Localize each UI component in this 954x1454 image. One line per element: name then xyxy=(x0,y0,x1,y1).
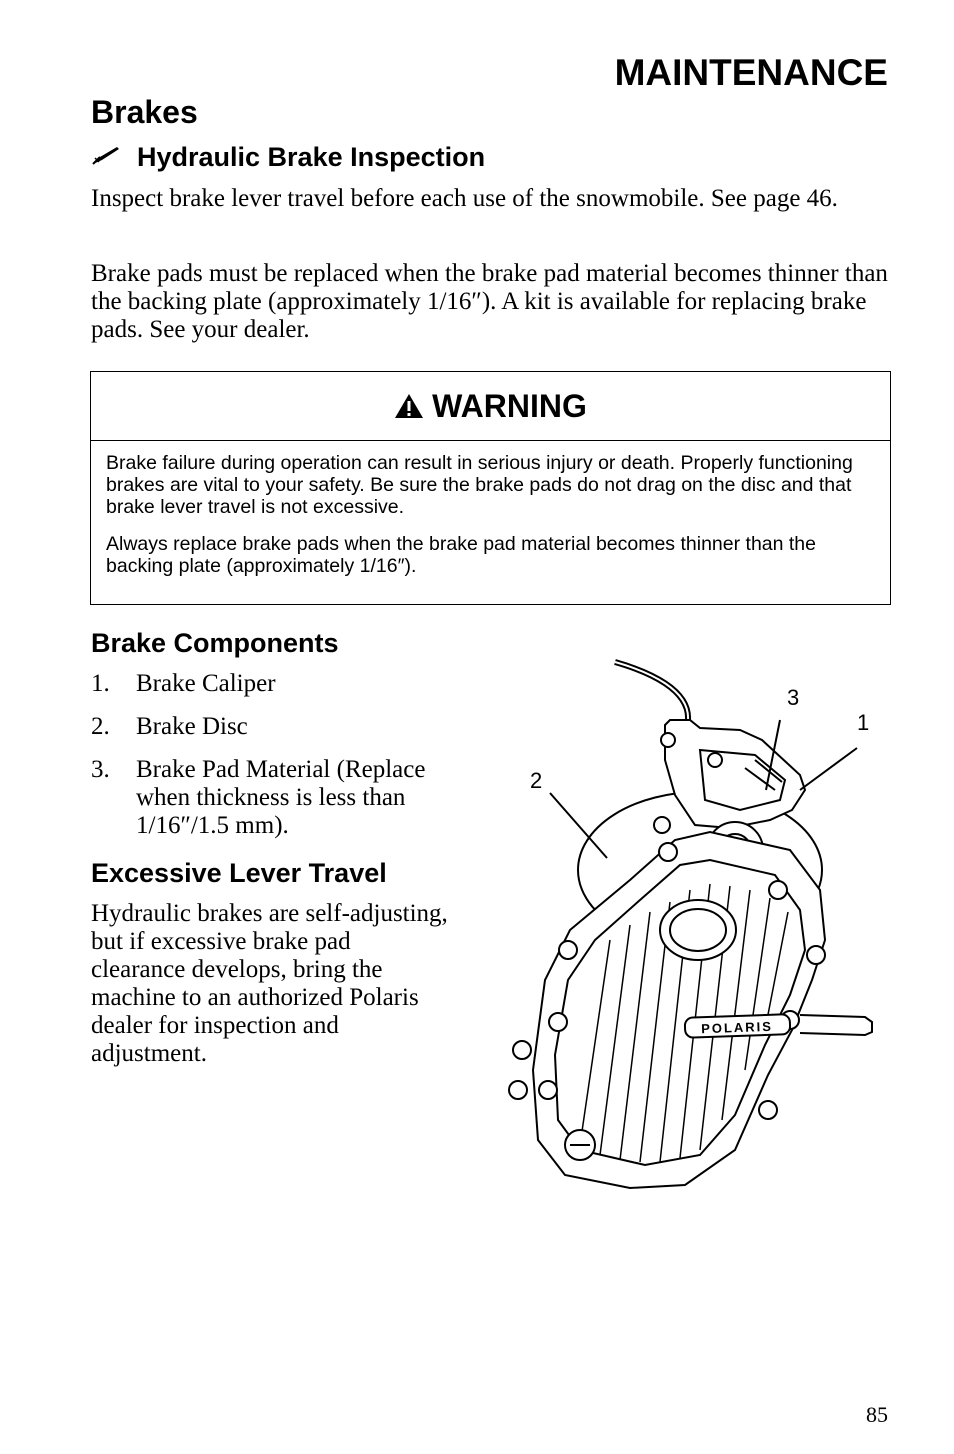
brake-caliper-shape xyxy=(665,720,805,828)
components-list xyxy=(91,670,451,855)
warning-box xyxy=(90,371,891,605)
pen-icon xyxy=(91,142,121,173)
hydraulic-para-1: Inspect brake lever travel before each use of the snowmobile. See page 46. xyxy=(91,185,838,212)
list-item xyxy=(91,713,451,741)
callout-3: 3 xyxy=(787,685,800,710)
hydraulic-para-2: Brake pads must be replaced when the brake pad material becomes thinner than the backing plate (approximately 1/16″). A kit is available for replacing brake pads. See your dealer. xyxy=(91,260,888,343)
warning-para-2: Always replace brake pads when the brake pad material becomes thinner than the backing plate (approximately 1/16″). xyxy=(106,533,816,577)
callout-2: 2 xyxy=(530,768,543,793)
brake-assembly-figure xyxy=(500,650,890,1210)
warning-title: WARNING xyxy=(432,387,587,424)
list-item xyxy=(91,670,451,698)
list-item-text: Brake Caliper xyxy=(136,670,276,697)
list-item-text: Brake Pad Material (Replace when thickness is less than 1/16″/1.5 mm). xyxy=(136,756,426,839)
page-number: 85 xyxy=(866,1402,888,1427)
list-item-text: Brake Disc xyxy=(136,713,248,740)
list-item xyxy=(91,756,451,840)
warning-header xyxy=(91,372,890,441)
lever-travel-para: Hydraulic brakes are self-adjusting, but if excessive brake pad clearance develops, bring the machine to an authorized Polaris dealer for inspection and adjustment. xyxy=(91,900,448,1067)
list-item-number: 3. xyxy=(91,756,110,783)
warning-triangle-icon xyxy=(394,393,424,419)
polaris-brand-text: POLARIS xyxy=(700,1018,774,1037)
list-item-number: 2. xyxy=(91,713,110,740)
warning-body xyxy=(91,441,890,577)
hydraulic-heading xyxy=(91,142,485,173)
section-title: Brakes xyxy=(91,94,198,130)
lever-travel-title: Excessive Lever Travel xyxy=(91,858,387,888)
brake-assembly-illustration xyxy=(500,650,890,1210)
callout-1: 1 xyxy=(857,710,870,735)
hydraulic-title: Hydraulic Brake Inspection xyxy=(137,142,486,172)
warning-para-1: Brake failure during operation can result in serious injury or death. Properly functioning brakes are vital to your safety. Be sure the brake pads do not drag on the disc and that brake lever travel is not excessive. xyxy=(106,452,853,518)
list-item-number: 1. xyxy=(91,670,110,697)
components-title: Brake Components xyxy=(91,628,339,658)
chapter-title: MAINTENANCE xyxy=(614,52,888,93)
